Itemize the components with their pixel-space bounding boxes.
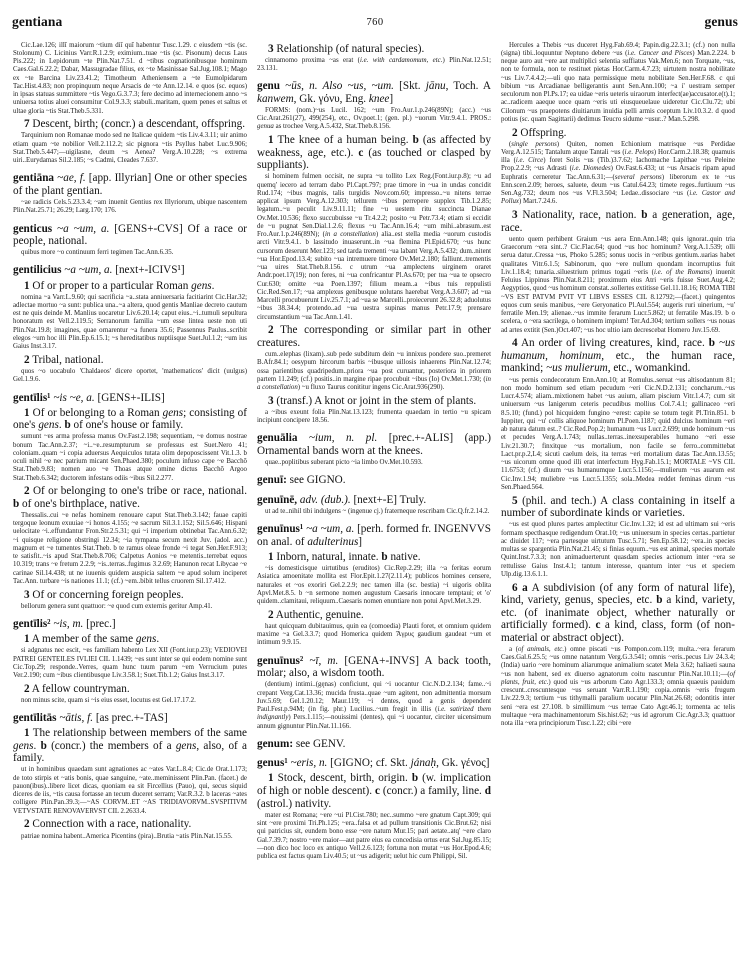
citation-block: nomina ~a Varr.L.9.60; qui sacrificia ~a..stata anniuersaria facitiarint Cic.Har.32; adlectae mortuo ~a sunt: publica una..~a altera, quod gentis Manliae decreto cautum est ne quis deinde M. Manlius uocaretur Liv.6.20.14; caput eius..~i..tumuli sepultura honoratum est Vell.2.119.5; Serranorum familia ~um esse lintea ueste non uti Plin.Nat.19.8; imagines, quae ornarentur ~a funera 35.6; Passennus Paulus..scribit elegos ~um hoc illi Plin.Ep.6.15.1; ~s hereditatibus nuptiisque Suet.Jul.1.2; ~um ius Gaius Inst.3.17. xyxy=(13,293,247,351)
sense-definition xyxy=(13,683,247,696)
headword-grammar: ~ium, n. pl. xyxy=(308,432,378,445)
headword-etymology: [GENS+-ILIS] xyxy=(97,391,165,404)
column-container xyxy=(8,40,742,955)
sense-definition xyxy=(257,395,491,408)
citation-block: mater est Romana; ~ere ~ui Pl.Cist.780; nec..summo ~ere gnatum Capt.309; qui sint ~ere proximi Tri.Ph.125; ~era..falsa et ad pullum transitionis Cic.Brut.62; nisi qui patricius sit, eundem bono esse ~ere natum Mur.15; pari aetate..atq' ~ere claro Gal.7.39.7; nostro ~ere maior—aut patre eius ea concedisia ortus erat Sal.Jug.85.15;—non dico hoc loco ex antiquo Vell.2.6.123; fortuna non mutat ~us Hor.Epod.4.6; publica est factus quam Liv.40.5; ut ~us adigerit; uelut hic cum Philippi, Sil. xyxy=(257,811,491,860)
headword-definition: see GIGNO. xyxy=(289,474,346,487)
headword-grammar: ~is ~e, a. xyxy=(53,391,95,404)
dictionary-headword-entry xyxy=(257,80,491,105)
dictionary-headword-entry xyxy=(13,223,247,248)
headword-etymology: [app. Illyrian] xyxy=(88,172,152,185)
citation-block: uento quem perhibent Graium ~us aera Enn.Ann.148; quis ignorat..quin tria Graecorum ~era sint..? Cic.Flac.64; quod ~us hoc hominum? Verg.A.1.539; olli serua datur..Cressa ~us, Phoko 5.285; sonus uocis in ~eribus gentium..uarias habet qualitates Vitr.6.1.5; Sabinorum, quo ~ere nullum quondam incorruptius fuit Liv.1.18.4; tunaria..siluestrium primus togati ~eris (i.e. of the Romans) inuenit Feluius Lippinus Plin.Nat.8.211; proximum eius Atri ~eris fuisse Suet.Aug.4.2; Aegyptios, quod ~us hominum constat..sollertes extitisse Gel.11.18.16; ROMA TIBI ~VS EST PATVM PVIT VT LIBVS ESSES CIL 8.12792;—(facet.) quingentos equos cum seuis manibus, ~ere Geryonatico Pl.Aul.554; augeris ruri uinerium, ~u' ferratile Men.19; alienae..~us immite ferarum Lucr.5.862; ut ferratile Mas.19. b o scelera, o ~era sacrilega, o hominem impium! Ter.Ad.304; tertium sollers ~us nouas ad artes extitit (Sen.)Oct.407; ~us hoc ultio iam decrescebat Homero Juv.15.69. xyxy=(501,235,735,334)
headword-term: gentilicius xyxy=(13,264,62,277)
headword-term: gentiāna xyxy=(13,172,55,185)
sense-number: 1 xyxy=(24,406,30,419)
sense-text: Of or concerning foreign peoples. xyxy=(32,588,184,601)
sense-definition xyxy=(257,134,491,172)
citation-block: Hercules a Thebis ~us duceret Hyg.Fab.69.4; Papin.dig.22.3.1; (cf.) non nulla (signa) tibi..loquuntur Neptuno debere ~us (i.e. Cancer and Pisces) Man.2.224. b neque auro aut ~ere aut multiplici selentia suffiatus Vak.Men.6; non Torquate, ~us, non te formula, non te restituet pietas Hor.Carm.4.7.23; uirtutem nostra nobilitate ~us Liv.7.4.4.2;—uli quo nata permissique metu nobilitate Sen.Her.F.68. c qui bibium ~us Arcadianae belligerantis aunt Sen.Ann.100; ~a i' uestram semper seculorum non Pl.Ps.17; ea uidae ~eris ueteris uiraorum interfect(ae)accusator.e(t).1; ac..radicem aaeque uoce quam ~eris uti eiusqueuelaue uideretur Cic.Clu.72; ubi Cilonum ~us praepotens diuitiarum inuidia pelli armis coeptum Liv.10.3.2. d quod potius (sc. quam Sagittarii) dedimus Teucro sidume ~usur..? Man.5.298. xyxy=(501,41,735,123)
sense-definition xyxy=(501,337,735,375)
forms-note: FORMS: (nom.)~us Lucil. 162; ~um Fro.Aur.1.p.246(89N); (acc.) ~us Cic.Arat.261(27), 499(254), etc., Ov.poet.1; (gen. pl.) ~uorum Vitr.9.4.1. PROS.: genua as trochee Verg.A.5.432, Stat.Theb.8.156. xyxy=(257,106,491,131)
sense-definition xyxy=(13,727,247,765)
sense-text: (phil. and tech.) A class containing in itself a number of subordinate kinds or varieties. xyxy=(501,494,735,520)
dictionary-headword-entry xyxy=(13,264,247,277)
sense-number: 3 xyxy=(512,209,518,222)
headword-term: genuīnus² xyxy=(257,654,304,667)
sense-text: Of or proper to a particular Roman gens. xyxy=(32,279,215,292)
sense-number: 6 xyxy=(512,581,518,594)
headword-etymology: [as prec.+-TAS] xyxy=(95,712,168,725)
headword-etymology: [GIGNO; cf. Skt. jánaḥ, Gk. γένος] xyxy=(330,757,490,770)
citation-block: quae..poplitibus suberant picto ~ia limbo Ov.Met.10.593. xyxy=(265,459,423,467)
headword-term: genuīnē, xyxy=(257,493,298,506)
dictionary-headword-entry xyxy=(257,474,491,487)
sense-definition xyxy=(257,609,491,622)
sense-text: a A subdivision (of any form of natural life), kind, variety, genus, species, etc. b a kind, variety, etc. (of inanimate object, whether naturally or artificially formed). c a kind, class, form (of non-material or abstract object). xyxy=(501,581,735,644)
column-2 xyxy=(252,40,496,955)
headword-term: genticus xyxy=(13,222,53,235)
sense-definition xyxy=(501,127,735,140)
sense-number: 1 xyxy=(24,279,30,292)
citation-block: patriae nomina habent..America Picentins (pira)..Brutia ~atis Plin.Nat.15.55. xyxy=(21,832,233,840)
sense-text: Offspring. xyxy=(520,126,567,139)
sense-number: 2 xyxy=(24,353,30,366)
sense-number: 1 xyxy=(268,772,274,785)
sense-number: 5 xyxy=(512,494,518,507)
citation-block: Cic.Lae.126; illī maiorum ~tium diī quī habentur Tusc.1.29. c eiusdem ~tis (sc. Stolonum) C. Licinius Varr.R.1.2.9; eximium..tuae ~tis (sc. Pisonum) decus Laus Pis.222; in Lepidorum ~te Plin.Nat.7.51. d ~tibus cognationibusque hominum Caes.Gal.6.22.2; Dabar, Massugradae filius, ex ~te Masinissae Sal.Jug.108.1; Mago ex ~te Barcina Liv.23.41.2; Timotheum Atheniensem a ~te Eumolpidarum Tac.Hist.4.83; non propinquum neque Arsacis de ~te Ann.12.14. e quos (sc. equos) in ipsas statuas summittere ~tis Vego.G.3.7.3; fere decimo ad internecionem anno ~s uniuersa totius aluei consumitur Col.9.3.3; stabuli..maritam, quem penes et saltus et ultae gloria ~tis Stat.Theb.5.331. xyxy=(13,41,247,115)
sense-number: 1 xyxy=(24,633,30,646)
sense-definition xyxy=(257,551,491,564)
headword-term: gentīlis¹ xyxy=(13,391,51,404)
citation-block: ~ae radicis Cels.5.23.3.4; ~am inuenit Gentius rex Illyriorum, ubique nascentem Plin.Nat.25.71; 26.29; Larg.170; 176. xyxy=(13,199,247,215)
sense-definition xyxy=(13,407,247,432)
dictionary-headword-entry xyxy=(257,494,491,507)
sense-text: A fellow countryman. xyxy=(31,682,130,695)
citation-block: a (of animals, etc.) omne piscati ~us Pompon.com.119; multa..~era ferarum Caes.Gal.6.25.5; ~us omne natantum Verg.G.3.541; omnis ~eris..pecus Liv 24.3.4; (India) uario ~ere hominum aliarumque animalium scatet Mela 3.62; haliaeti sauna ~us non habent, sed ex diuerso agnatorum coitu nascuntur Plin.Nat.10.11;—(of plants, fruit, etc.) quod uis ~us arborum Cato Agr.133.3; omnia quaeuis pauidum crescunt..crescuntesque ~us seruant Varr.R.1.190; copia..omnis ~eris frugum Liv.22.9.3; tertium ~us tithymalli paralium uocatur Plin.Nat.26.68; odontitis inter seni ~era est 27.108. b simillimum ~us terrae Cato Agr.46.1; tormenta ac telis multaque ~era machinamentorum Sis.hist.62; ~us id agrorum Cic.Agr.3.3; quattuor nota illa ~era principiorum Tusc.1.22; cibi ~ere xyxy=(501,645,736,728)
citation-block: ut in hominibus quaedam sunt agnationes ac ~ates Var.L.8.4; Cic.de Orat.1.173; de toto stirpis et ~atis bonis, quae sanguine, ~ate..meminissent Plin.Pan. (facet.) de pauon(ibus)..libere licet dicas, quoniam ea sit Fircellius (Pauo), qui, secus siquid diceres de iis, ~tis causa fortasse an tecum duceret serram; Var.R.3.2. b laceras ~ates colligere Plin.Pan.39.3;—~AS CORVM..ET ~AS TRIDIAVORVM..SVSPITIVM VETVSTATE RENOVAVERVST CIL 2.2633.4. xyxy=(13,766,247,815)
dictionary-headword-entry xyxy=(257,738,491,751)
citation-block: bellorum genera sunt quattuor: ~e quod cum externis geritur Amp.41. xyxy=(21,602,213,610)
citation-block: ut ad te..nihil tibi indulgens ~ (ingenue cj.) fraterneque rescribam Cic.Q.fr.2.14.2. xyxy=(265,507,490,515)
dictionary-headword-entry xyxy=(257,523,491,548)
dictionary-headword-entry xyxy=(13,712,247,725)
dictionary-headword-entry xyxy=(13,392,247,405)
sense-text: Of or belonging to a Roman gens; consisting of one's gens. b of one's house or family. xyxy=(13,406,247,432)
citation-block: Thessalis..cui ~e nefas hominem renouare caput Stat.Theb.3.142; fauae capiti tergoque leonum exuuiae ~i honos 4.155; ~e sacrum Sil.3.1.152; Sil.5.646; Hispani uelocitate ~i..effundantur Fron.Str.2.5.31; qui ~i imperium obtinebat Tac.Ann.6.32; ~i quisque religione obstringi 12.34; ~ia tympana secum nexit Juv. (adol. acc.) magnum et ~e tumentes Stat.Theb. b te ramus oleae fronde ~i tegat Sen.Her.F.913; te satisfit..~is apud Stat.Theb.8.706; Calpetus Aonios ~e metentis..terrebat equos 10.319; trans ~e fretum 2.2.9; ~is..terras..fugimus 3.2.69; Hanunon recat Libycae ~e carinae Sil.14.438; ut ne iuuenis quidem auspicia saltem ~e apud solum inciperet Tac.Ann. turbare ~is nationes 11.1; (cf.) ~em..bibit tellus cruorem Sil.17.412. xyxy=(13,511,247,585)
sense-number: 2 xyxy=(268,324,274,337)
headword-definition: One or other species of the plant gentian. xyxy=(13,172,248,197)
sense-number: 7 xyxy=(24,118,30,131)
citation-block: sumunt ~es arma professa manus Ov.Fast.2.198; sequentiam, ~e domus nostrae bonum Tac.Ann.2.37; ~i..~e..resumpturum se professus est Suet.Nero 41; coloniam..quam ~i copia aduersus Aequiculos tutata olim depoposcissent Vit.1.3. b oculi nihil ~e nec patrium micant Sen.Phaed.380; poculum infuso cape ~e Bacchō Stat.Theb.9.83; nomen auo ~e Thoas atque omine dictus Bacchō Argoo Stat.Theb.6.342; ductorem infestans odiis ~ibus Sil.2.277. xyxy=(13,433,247,482)
sense-definition xyxy=(13,485,247,510)
sense-text: Descent, birth; (concr.) a descendant, offspring. xyxy=(32,118,245,131)
sense-definition xyxy=(13,589,247,602)
headword-term: genuīnus¹ xyxy=(257,523,304,536)
headword-etymology: [perh. formed fr. INGENVVS on anal. of adulterinus] xyxy=(257,523,492,548)
page-number: 760 xyxy=(366,17,384,28)
headword-definition: A back tooth, molar; also, a wisdom tooth. xyxy=(257,654,492,680)
sense-definition xyxy=(13,818,247,831)
sense-number: 1 xyxy=(268,134,274,147)
sense-definition xyxy=(257,772,491,810)
sense-number: 2 xyxy=(268,608,274,621)
citation-block: haut quicquam dubitauimus, quin ea (comoedia) Plauti foret, et omnium quidem maxime ~a Gel.3.3.7; quod Homerica quidem Ἄγρυς gaudium gaudeat ~um et intimum 9.9.15. xyxy=(257,622,491,647)
column-3 xyxy=(496,40,740,955)
sense-number: 2 xyxy=(24,485,30,498)
citation-block: quibus more ~o continuum ferri tegimen Tac.Ann.6.35. xyxy=(21,249,174,257)
column-1 xyxy=(8,40,252,955)
headword-definition: Truly. xyxy=(399,493,427,506)
sense-text: The relationship between members of the same gens. b (concr.) the members of a gens, also, of a family. xyxy=(13,727,248,765)
sense-text: Authentic, genuine. xyxy=(275,608,364,621)
citation-block: si adgnatus nec escit, ~es familiam habento Lex XII (Font.iur.p.23); VEDIOVEI PATREI GENTEILES IVLIEI CIL 1.1439; ~es sunt inter se qui eodem nomine sunt Cic.Top.29; responde..Verres, quam hunc tuum parum ~em Verrucium putes Ver.2.190; cum ~ibus clientibusque Liv.3.58.1; Suet.Tib.1.2; Gaius Inst.3.17. xyxy=(13,647,247,679)
dictionary-headword-entry xyxy=(257,432,491,457)
dictionary-headword-entry xyxy=(257,757,491,770)
headword-etymology: [prec.] xyxy=(86,618,116,631)
headword-grammar: adv. (dub.). xyxy=(299,493,351,506)
citation-block: ~us est quod plures partes amplectitur Cic.Inv.1.32; id est ad ultimam sui ~eris formam specthasque redigendum Orat.10; ~us uniuersum in species certas..partietur ac diuidet 117; ~era partesque uirtutum Tusc.5.71; Sen.Ep.58.12; ~era..in species multas se spargentia Plin.Nat.21.45; si finias equum..~us est animal, species mortale Quint.Inst.7.3.3; non animaduerterunt quasdam species actionum inter ~era se rettulisse Gaius Inst.4.1; tantum interesse, quantum inter ~us et speciem Ulp.dig.13.6.1.1. xyxy=(501,521,735,578)
headword-term: genus¹ xyxy=(257,757,288,770)
sense-number: 2 xyxy=(24,682,30,695)
sense-text: Tribal, national. xyxy=(32,353,104,366)
sense-text: Stock, descent, birth, origin. b (w. implication of high or noble descent). c (concr.) a family, line. d (astrol.) nativity. xyxy=(257,772,491,810)
sense-text: Of or belonging to one's tribe or race, national. b of one's birthplace, native. xyxy=(13,485,247,510)
headword-grammar: ~a ~um, a. xyxy=(57,222,110,235)
sense-text: Connection with a race, nationality. xyxy=(32,818,192,831)
running-head-left: gentiana xyxy=(12,14,63,29)
sense-text: A member of the same gens. xyxy=(31,633,160,646)
sense-definition xyxy=(501,495,735,520)
headword-term: genuī: xyxy=(257,474,287,487)
headword-grammar: ~ī, m. xyxy=(309,654,339,667)
sense-text: Inborn, natural, innate. b native. xyxy=(276,550,421,563)
citation-block: cinnamomo proxima ~as erat (i.e. with cardamomum, etc.) Plin.Nat.12.51; 23.131. xyxy=(257,56,491,72)
sense-number: 3 xyxy=(24,588,30,601)
sense-number: 1 xyxy=(24,727,30,740)
headword-definition: Ornamental bands worn at the knees. xyxy=(257,444,423,457)
headword-grammar: ~is, m. xyxy=(53,618,84,631)
sense-definition xyxy=(501,582,735,645)
headword-etymology: [Skt. jānu, Toch. A kanwem, Gk. γόνυ, Eng. knee] xyxy=(257,80,492,105)
sense-text: The knee of a human being. b (as affected by weakness, age, etc.). c (as touched or clasped by suppliants). xyxy=(257,134,492,172)
sense-number: 1 xyxy=(268,550,274,563)
citation-block: quos ~o uocabulo 'Chaldaeos' dicere oportet, 'mathematicos' dicit (uulgus) Gel.1.9.6. xyxy=(13,368,247,384)
sense-definition xyxy=(13,354,247,367)
sense-number: 4 xyxy=(512,337,518,350)
sense-definition xyxy=(501,209,735,234)
sense-text: (transf.) A knot or joint in the stem of plants. xyxy=(276,394,477,407)
citation-block: non minus scite, quam si ~is eius esset, locutus est Gel.17.17.2. xyxy=(21,696,196,704)
headword-etymology: [next+-ICIVS¹] xyxy=(115,264,185,277)
headword-definition: Of a race or people, national. xyxy=(13,222,248,248)
headword-grammar: ~eris, n. xyxy=(290,757,328,770)
citation-block: (single persons) Quiten, nomen Echionium matrisque ~us Perdidae Verg.A.12.515; Tantalum atque Tantali ~us (i.e. Pelops) Hor.Carm.2.18.38; quamuis illa (i.e. Circe) foret Solis ~us (Tib.)3.7.62; Iachomache Lapithae ~us Peleine Prop.2.2.9; ~us Adrasti (i.e. Diomedes) Ov.Fast.6.433; ut ~us Arsacis ripam apud Euphratis cerneretur Tac.Ann.6.31;—(several persons) liberorum ex te ~us Enn.scen.2.09; heroes, saluete, deum ~us Catul.64.23; timete reges..furtiuum ~us Sen.Ag.732; deum nos ~us V.Fl.3.504; Ledae..dissociare ~us (i.e. Castor and Pollux) Mart.7.24.6. xyxy=(501,140,736,206)
citation-block: cum..elephas (lixam)..sub pede subditum dein ~u innixus pondere suo..premeret B.Afr.84.1; oesypum hircorum barbis ~ibusque uillosis inhaerens Plin.Nat.12.74; ossa parientibus quadripedum..priora ~ua post curuantur, posteriora in priorem partem 11.249; (cf.) positis..in margine ripae procubuit ~ibus (Io) Ov.Met.1.730; (in a constellation) ~u fluxo Taurus conititur ingens Cic.Arat.936(290). xyxy=(257,351,491,391)
sense-text: Nationality, race, nation. b a generation, age, race. xyxy=(501,209,735,234)
headword-etymology: [GENA+-INVS] xyxy=(344,654,420,667)
dictionary-headword-entry xyxy=(13,172,247,197)
sense-definition xyxy=(13,118,247,131)
sense-text: An order of living creatures, kind, race. b ~us humanum, hominum, etc., the human race, mankind; ~us mulierum, etc., womankind. xyxy=(501,337,735,375)
citation-block: Tarquinium non Romanae modo sed ne Italicae quidem ~tis Liv.4.3.11; uir animo etiam quam ~te nobilior Vell.2.112.2; sic pignora ~tis Psyllus habet Luc.9.906; Stat.Theb.5.447;—uigilasne, deum ~s Aenea? Verg.A.10.228; ~s extrema uiri..Eurydamas Sil.2.185; ~s Cadmi, Cleades 7.637. xyxy=(13,132,247,165)
citation-block: si hominem fulmen occisit, ne supra ~u tollito Lex Reg.(Font.iur.p.8); ~u ad quemq' iecero ad terram dabo Pl.Capt.797; prae timore in ~ua in undas concidit Rud.174; ~ibus magnis, talis turgidis Nov.com.60; impresso..~u nitens terrae applicat ipsum Verg.A.12.303; tellurem ~ibus perrepere supplex Tib.1.2.85; legatum..~u peculit Liv.9.11.11; fine ~u uestem ritu succincta Dianae Ov.Met.10.536; flexo succubuisse ~u Tr.4.2.2; posito ~u Petr.73.4; etiam si eccidit de ~u pugnat Sen.Dial.1.2.6; flexus ~u Tac.Ann.16.4; ~um mihi..abrasum..est Fro.Aur.1.p.246(89N); (in a constellation) alia..est stella media ~uorum custodis arcti Vitr.9.4.1. b lassitudo inuaserunt..in ~ua flemina Pl.Epid.670; ~us hunc cursorum deserunt Mer.123; sed tarda trementi ~ua labant Verg.A.5.432; dum..nitent ~ua Hor.Epod.13.4; subito ~ua intremuere timore Ov.Met.2.180; falliunt..trementis ~ua uires Stat.Theb.8.156. c utrum ~ua amplectens uirginem oraret Andr.poet.17(19); non feres, ni ~ua confricantur Pl.As.670; per tua ~ua te opsecro Cur.630; omitte ~ua Poen.1397; filium meam..a ~ibus tuis reppulisti Cic.Red.Sen.17; ~ua amplexus genibusque uolutans haerebat Verg.A.3.607; ad ~ua Marcelli procubuerunt Liv.25.7.1; ad ~ua se Marcelli..proiecerunt 26.32.8; aduolutus ~ibus 38.34.4; protendo..ad ~ua uestra supinas manus Petr.17.9; prensare circumstantium ~ua Tac.Ann.1.41. xyxy=(257,173,491,321)
headword-term: genuālia xyxy=(257,432,298,445)
headword-term: gentīlitās xyxy=(13,712,57,725)
running-head xyxy=(8,14,742,40)
sense-text: The corresponding or similar part in other creatures. xyxy=(257,324,491,349)
headword-grammar: ~ātis, f. xyxy=(59,712,94,725)
sense-number: 3 xyxy=(268,394,274,407)
block-spacer xyxy=(257,861,491,866)
headword-grammar: ~ūs, n. Also ~us, ~um. xyxy=(285,80,394,93)
headword-grammar: ~ae, f. xyxy=(57,172,86,185)
citation-block: ~us pernis condecoratum Enn.Ann.10; at Romulus..seruat ~us altisodantum 81; non modo hominum sed etiam pecudum ~eri Cic.N.D.2.131; concharum..~us Lucr.4.574; aliam..mixtionem habet ~us auium, aliam piscium Vitr.1.4.7; cum sit uniuersum ~us lanigerum ceteris pecudibus mollius Col.7.4.1; gallinaceo ~eri 8.5.10; (fund.) pol hicquidem fungino ~erest: capite se totum tegit Pl.Trin.851. b Iuppiter, qui ~u' collis aliquoe hominum Pl.Poen.1187; quid dulcius hominum ~eri ab natura datum est..? Cic.Red.Pop.2; humanum ~us Lucr.2.699; unde hominum ~us et pecudes Verg.A.1.743; nullas..terras..inexsuperabiles humano ~eri esse Liv.21.30.7; finxitque ~us mortalium, non facile se ferro..committebat Lact.pr.p.2,L4; sicuti caelum deis, ita terras ~eri mortalium datas Tac.Ann.13.55; ~us uicorum omne quod illi erat interfectum Hyg.Fab.15.1; MORTALE ~VS CIL 11.6753; (cf.) diuum ~us humanumque Lucr.5.1156;—mulierum ~us auarum est Cic.Inv.1.94; muliebre ~us Lucr.5.1355; sola..Medea reddet feminas dirum ~us Sen.Phaed.564. xyxy=(501,376,735,491)
citation-block: ~is domesticisque uirtutibus (eruditos) Cic.Rep.2.29; illa ~a feritas eorum Asiatica amoenitate mollita est Flor.Epit.1.27(2.11.4); publicos homines censere, naturales et ~os exoriri Gel.2.2.9; nec tamen illa (sc. bestia) ~i uigoris oblita Apvl.Met.8.5. b ~n sermone nomen augustum Caesaris innocare temptaui; et 'o' quidem..clamitaui, reliquum..Caesaris nomen enuntiare non potui Apvl.Met.3.29. xyxy=(257,565,491,605)
sense-definition xyxy=(257,324,491,349)
sense-number: 2 xyxy=(512,126,518,139)
dictionary-headword-entry xyxy=(257,655,491,680)
sense-text: Relationship (of natural species). xyxy=(276,42,425,55)
sense-definition xyxy=(257,43,491,56)
sense-definition xyxy=(13,280,247,293)
headword-term: genum: xyxy=(257,737,294,750)
sense-number: 3 xyxy=(268,42,274,55)
dictionary-headword-entry xyxy=(13,618,247,631)
sense-definition xyxy=(13,633,247,646)
running-head-right: genus xyxy=(704,14,738,29)
citation-block: (dentium) intimi..(gęnas) conficiunt, qui ~i uocantur Cic.N.D.2.134; fame..~i crepant Verg.Cat.13.36; mucida frusta..quae ~um agitent, non admittentia morsum Juv.5.69; Gel.1.20.12; Maur.119; ~i dentes, quod a genis dependent Paul.Fest.p.94M; (in fig. phr.) Lucilius..~um fregit in illis (i.e. satirized them indignantly) Pers.1.115;—nouissimi (dentes), qui ~i uocantur, circiter uicensimum annum gignuntur Plin.Nat.11.166. xyxy=(257,681,491,730)
headword-term: genu xyxy=(257,80,281,93)
citation-block: a ~ibus exeunt folia Plin.Nat.13.123; frumenta quaedam in tertio ~u spicam incipiunt concipere 18.56. xyxy=(257,408,491,425)
headword-definition: see GENV. xyxy=(295,737,346,750)
headword-etymology: [prec.+-ALIS] (app.) xyxy=(388,432,491,445)
headword-grammar: ~a ~um, a. xyxy=(306,523,355,536)
sense-number: 2 xyxy=(24,818,30,831)
headword-term: gentīlis² xyxy=(13,618,51,631)
headword-etymology: [next+-E] xyxy=(353,493,398,506)
headword-etymology: [GENS+-CVS] xyxy=(114,222,183,235)
headword-grammar: ~a ~um, a. xyxy=(64,264,113,277)
